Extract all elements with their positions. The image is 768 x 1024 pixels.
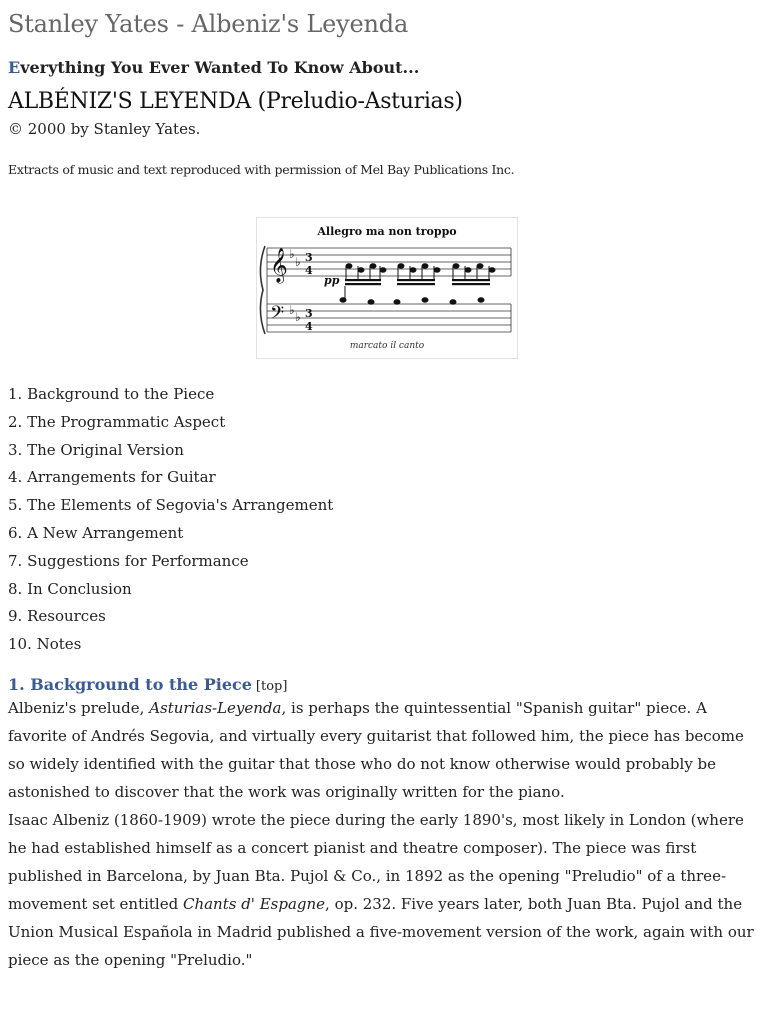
section-heading	[8, 675, 760, 694]
paragraph-text: Isaac Albeniz (1860-1909) wrote the piece during the early 1890's, most likely in London (where he had established himself as a concert pianist and theatre composer). The piece was first published in Barcelona, by Juan Bta. Pujol & Co., in 1892 as the opening "Preludio" of a three-movement set entitled	[8, 810, 744, 913]
paragraph-text: Albeniz's prelude,	[8, 698, 150, 717]
toc-item[interactable]: 5. The Elements of Segovia's Arrangement	[8, 496, 334, 515]
svg-text:𝄞: 𝄞	[270, 248, 288, 283]
copyright-notice: © 2000 by Stanley Yates.	[8, 120, 201, 138]
svg-text:♭: ♭	[295, 310, 301, 324]
section-heading-text: 1. Background to the Piece	[8, 674, 252, 694]
paragraph-1	[8, 694, 760, 806]
score-svg	[257, 218, 517, 358]
top-link[interactable]: [top]	[255, 678, 288, 694]
svg-text:♭: ♭	[289, 247, 295, 261]
toc-item[interactable]: 8. In Conclusion	[8, 579, 132, 598]
svg-text:3: 3	[305, 251, 313, 264]
paragraph-text: , is perhaps the quintessential "Spanish guitar" piece. A favorite of Andrés Segovia, and virtually every guitarist that followed him, the piece has become so widely identified with the guitar that those who do not know otherwise would probably be astonished to discover that the work was originally written for the piano.	[8, 698, 744, 801]
toc-item[interactable]: 9. Resources	[8, 607, 106, 626]
tagline-text: verything You Ever Wanted To Know About...	[20, 58, 420, 77]
music-score-image	[256, 217, 518, 359]
toc-item[interactable]: 10. Notes	[8, 635, 82, 654]
tagline	[8, 58, 760, 77]
paragraph-text: , op. 232. Five years later, both Juan Bta. Pujol and the Union Musical Española in Madrid published a five-movement version of the work, again with our piece as the opening "Preludio."	[8, 894, 754, 969]
table-of-contents	[8, 381, 760, 659]
svg-text:♭: ♭	[295, 255, 301, 269]
svg-text:4: 4	[305, 264, 313, 277]
toc-item[interactable]: 4. Arrangements for Guitar	[8, 468, 216, 487]
paragraph-emphasis: Chants d' Espagne	[182, 894, 326, 913]
paragraph-2	[8, 806, 760, 974]
tagline-initial: E	[8, 58, 21, 77]
svg-text:𝄢: 𝄢	[270, 303, 285, 328]
paragraph-emphasis: Asturias-Leyenda	[149, 698, 282, 717]
score-dynamic: pp	[324, 274, 340, 287]
site-title: Stanley Yates - Albeniz's Leyenda	[8, 10, 409, 38]
svg-text:♭: ♭	[289, 303, 295, 317]
svg-text:4: 4	[305, 320, 313, 333]
toc-item[interactable]: 6. A New Arrangement	[8, 523, 184, 542]
toc-item[interactable]: 1. Background to the Piece	[8, 385, 215, 403]
toc-item[interactable]: 7. Suggestions for Performance	[8, 551, 249, 570]
svg-text:3: 3	[305, 307, 313, 320]
toc-item[interactable]: 2. The Programmatic Aspect	[8, 412, 226, 431]
score-expression: marcato il canto	[349, 341, 425, 351]
permission-notice: Extracts of music and text reproduced with permission of Mel Bay Publications Inc.	[8, 162, 515, 177]
score-tempo: Allegro ma non troppo	[317, 225, 457, 238]
toc-item[interactable]: 3. The Original Version	[8, 440, 184, 459]
article-title: ALBÉNIZ'S LEYENDA (Preludio-Asturias)	[8, 89, 463, 114]
